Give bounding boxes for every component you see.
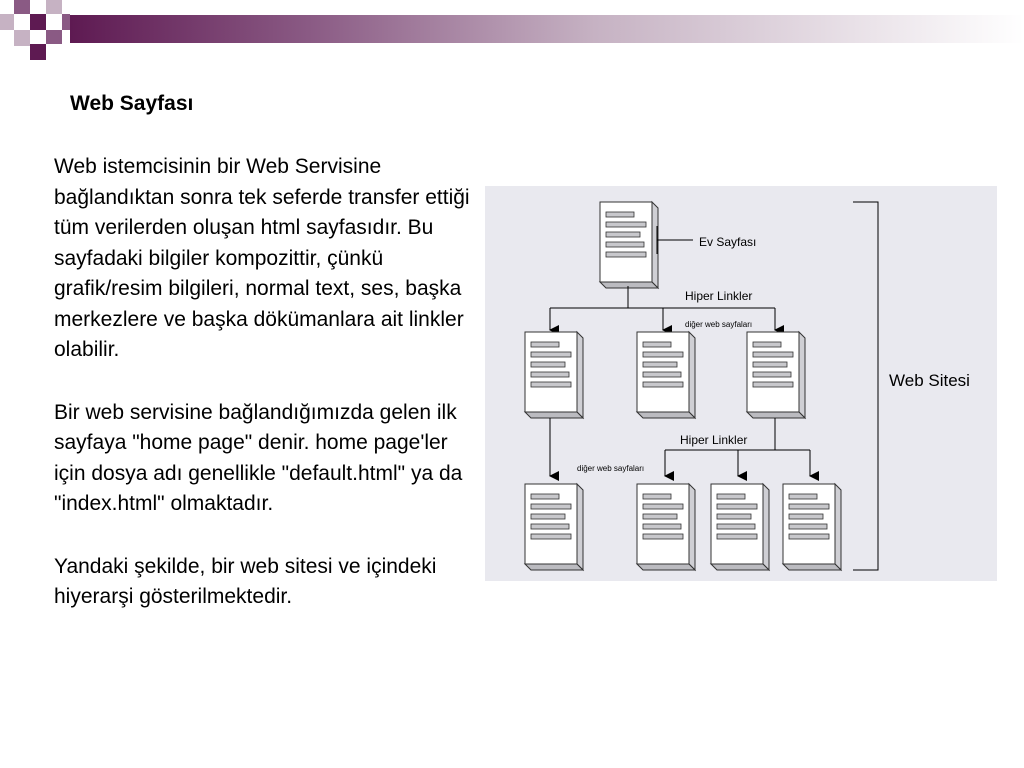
home-page-label: Ev Sayfası — [699, 235, 757, 249]
page-icon-level2-a — [525, 484, 583, 570]
deco-square — [14, 0, 30, 14]
deco-square — [14, 30, 30, 46]
hyperlinks-label-2: Hiper Linkler — [680, 433, 748, 447]
page-icon-level2-d — [783, 484, 841, 570]
deco-square — [30, 14, 46, 30]
deco-square — [46, 30, 62, 44]
gradient-bar — [70, 15, 1024, 43]
other-pages-label-2: diğer web sayfaları — [577, 464, 645, 473]
deco-square — [62, 14, 70, 30]
paragraph-home-page: Bir web servisine bağlandığımızda gelen ilk sayfaya "home page" denir. home page'ler için dosya adı genellikle "default.html" ya da "index.html" olmaktadır. — [54, 400, 463, 515]
slide-title: Web Sayfası — [70, 92, 194, 115]
body-text — [54, 152, 474, 645]
header-decoration — [0, 0, 1024, 62]
hyperlinks-label-1: Hiper Linkler — [685, 289, 753, 303]
other-pages-label-1: diğer web sayfaları — [685, 320, 753, 329]
website-label: Web Sitesi — [889, 371, 970, 390]
deco-square — [46, 0, 62, 14]
page-icon-level1-middle — [637, 332, 695, 418]
paragraph-definition: Web istemcisinin bir Web Servisine bağlandıktan sonra tek seferde transfer ettiği tüm verilerden oluşan html sayfasıdır. Bu sayfadaki bilgiler kompozittir, çünkü grafik/resim bilgileri, normal text, ses, başka merkezlere ve başka dökümanlara ait linkler olabilir. — [54, 155, 470, 361]
deco-square — [30, 44, 46, 60]
home-page-icon — [600, 202, 658, 288]
website-hierarchy-diagram — [485, 186, 997, 581]
page-icon-level1-left — [525, 332, 583, 418]
page-icon-level1-right — [747, 332, 805, 418]
deco-square — [0, 14, 14, 30]
page-icon-level2-c — [711, 484, 769, 570]
page-icon-level2-b — [637, 484, 695, 570]
paragraph-figure-note: Yandaki şekilde, bir web sitesi ve içindeki hiyerarşi gösterilmektedir. — [54, 554, 437, 608]
